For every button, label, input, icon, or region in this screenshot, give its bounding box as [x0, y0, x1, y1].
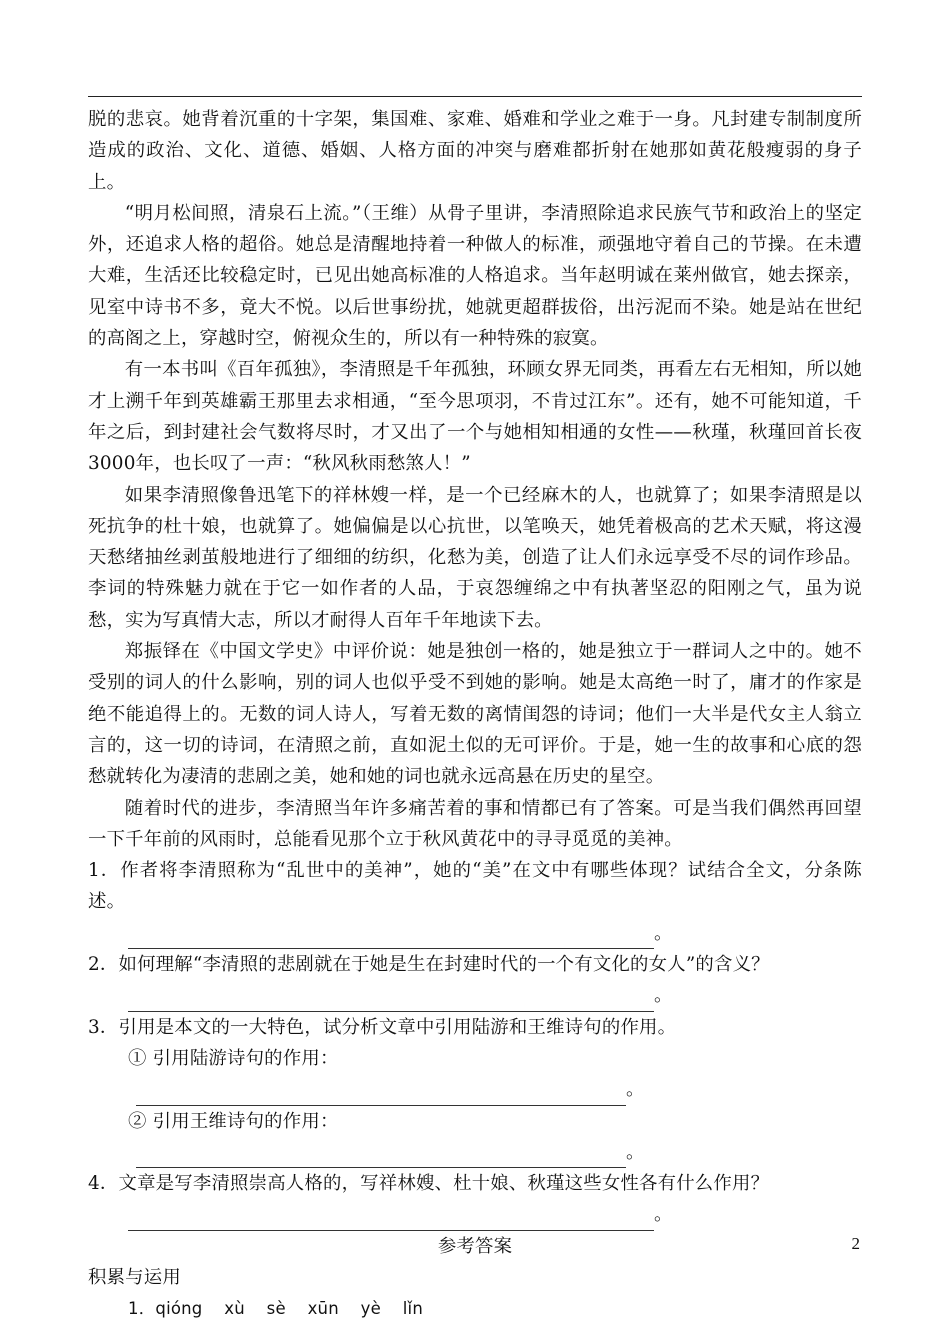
- answer-line-4[interactable]: 。: [88, 1199, 862, 1230]
- document-body: [88, 104, 862, 1325]
- answer-line-2[interactable]: 。: [88, 980, 862, 1011]
- answers-section-title: 积累与运用: [88, 1266, 181, 1288]
- question-1: 1．作者将李清照称为“乱世中的美神”，她的“美”在文中有哪些体现？试结合全文，分条陈述。: [88, 860, 862, 913]
- answer-line-3b[interactable]: 。: [88, 1137, 862, 1168]
- answer-blank[interactable]: [136, 1087, 626, 1106]
- answer-line-1[interactable]: 。: [88, 918, 862, 949]
- question-3: 3．引用是本文的一大特色，试分析文章中引用陆游和王维诗句的作用。: [88, 1016, 677, 1038]
- paragraph-2: “明月松间照，清泉石上流。”（王维）从骨子里讲，李清照除追求民族气节和政治上的坚定外，还追求人格的超俗。她总是清醒地持着一种做人的标准，顽强地守着自己的节操。在未遭大难，生活还比较稳定时，已见出她高标准的人格追求。当年赵明诚在莱州做官，她去探亲，见室中诗书不多，竟大不悦。以后世事纷扰，她就更超群拔俗，出污泥而不染。她是站在世纪的高阁之上，穿越时空，俯视众生的，所以有一种特殊的寂寞。: [88, 202, 862, 350]
- answer-item-1: 1．qióng xù sè xūn yè lǐn: [128, 1299, 423, 1319]
- answer-blank[interactable]: [136, 1149, 626, 1168]
- answer-blank[interactable]: [128, 1212, 654, 1231]
- question-3-sub-1: ① 引用陆游诗句的作用：: [128, 1047, 339, 1069]
- page-number: 2: [851, 1234, 860, 1253]
- answer-blank[interactable]: [128, 930, 654, 949]
- paragraph-1: 脱的悲哀。她背着沉重的十字架，集国难、家难、婚难和学业之难于一身。凡封建专制制度所造成的政治、文化、道德、婚姻、人格方面的冲突与磨难都折射在她那如黄花般瘦弱的身子上。: [88, 109, 862, 193]
- header-rule: [88, 96, 862, 97]
- answer-blank[interactable]: [128, 993, 654, 1012]
- question-3-sub-2: ② 引用王维诗句的作用：: [128, 1110, 339, 1132]
- answers-heading: 参考答案: [437, 1235, 513, 1257]
- question-2: 2．如何理解“李清照的悲剧就在于她是生在封建时代的一个有文化的女人”的含义？: [88, 954, 770, 976]
- paragraph-4: 如果李清照像鲁迅笔下的祥林嫂一样，是一个已经麻木的人，也就算了；如果李清照是以死抗争的杜十娘，也就算了。她偏偏是以心抗世，以笔唤天，她凭着极高的艺术天赋，将这漫天愁绪抽丝剥茧般地进行了细细的纺织，化愁为美，创造了让人们永远享受不尽的词作珍品。李词的特殊魅力就在于它一如作者的人品，于哀怨缠绵之中有执著坚忍的阳刚之气，虽为说愁，实为写真情大志，所以才耐得人百年千年地读下去。: [88, 484, 862, 631]
- paragraph-6: 随着时代的进步，李清照当年许多痛苦着的事和情都已有了答案。可是当我们偶然再回望一下千年前的风雨时，总能看见那个立于秋风黄花中的寻寻觅觅的美神。: [88, 797, 862, 850]
- paragraph-3: 有一本书叫《百年孤独》，李清照是千年孤独，环顾女界无同类，再看左右无相知，所以她才上溯千年到英雄霸王那里去求相通，“至今思项羽，不肯过江东”。还有，她不可能知道，千年之后，到封建社会气数将尽时，才又出了一个与她相知相通的女性——秋瑾，秋瑾回首长夜3000年，也长叹了一声：“秋风秋雨愁煞人！”: [88, 359, 862, 475]
- answer-line-3a[interactable]: 。: [88, 1074, 862, 1105]
- paragraph-5: 郑振铎在《中国文学史》中评价说：她是独创一格的，她是独立于一群词人之中的。她不受别的词人的什么影响，别的词人也似乎受不到她的影响。她是太高绝一时了，庸才的作家是绝不能追得上的。无数的词人诗人，写着无数的离情闺怨的诗词；他们一大半是代女主人翁立言的，这一切的诗词，在清照之前，直如泥土似的无可评价。于是，她一生的故事和心底的怨愁就转化为凄清的悲剧之美，她和她的词也就永远高悬在历史的星空。: [88, 641, 862, 788]
- question-4: 4．文章是写李清照崇高人格的，写祥林嫂、杜十娘、秋瑾这些女性各有什么作用？: [88, 1173, 770, 1195]
